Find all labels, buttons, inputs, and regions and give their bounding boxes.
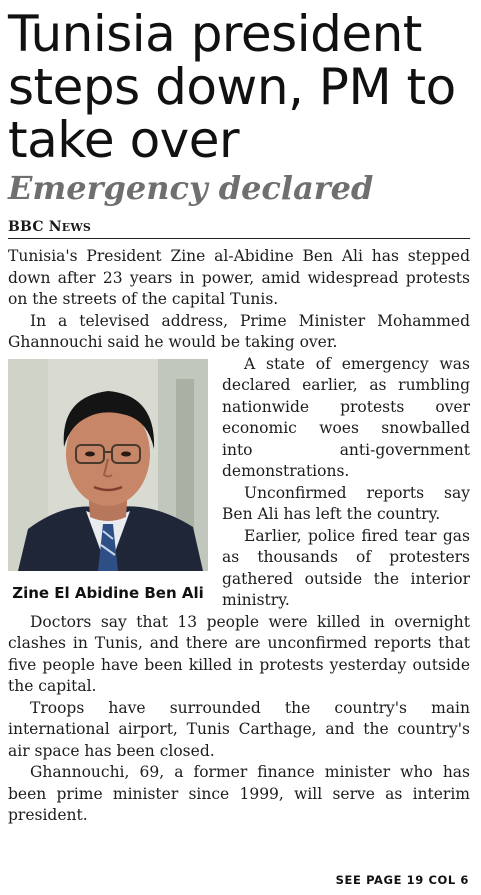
news-article — [8, 5, 470, 827]
portrait-illustration — [8, 359, 208, 571]
source-byline — [8, 219, 470, 239]
paragraph-5: Earlier, police fired tear gas as thousands of protesters gathered outside the interior ministry. — [222, 526, 470, 609]
portrait-photo — [8, 359, 208, 571]
continuation-reference: SEE PAGE 19 COL 6 — [335, 873, 469, 887]
paragraph-4: Unconfirmed reports say Ben Ali has left the country. — [222, 483, 470, 523]
subheadline: Emergency declared — [8, 169, 374, 207]
source-byline-main: BBC N — [8, 219, 62, 235]
headline: Tunisia president steps down, PM to take over — [8, 5, 456, 169]
paragraph-8: Ghannouchi, 69, a former finance minister who has been prime minister since 1999, will serve as interim president. — [8, 763, 470, 824]
paragraph-3: A state of emergency was declared earlier, as rumbling nationwide protests over economic woes snowballed into anti-government demonstrations. — [222, 354, 470, 480]
source-byline-small: EWS — [61, 221, 92, 234]
photo-caption: Zine El Abidine Ben Ali — [12, 583, 204, 602]
paragraph-7: Troops have surrounded the country's main international airport, Tunis Carthage, and the country's air space has been closed. — [8, 698, 470, 760]
paragraph-1: Tunisia's President Zine al-Abidine Ben Ali has stepped down after 23 years in power, amid widespread protests on the streets of the capital Tunis. — [8, 247, 470, 308]
article-body — [8, 246, 470, 827]
photo-figure — [8, 359, 208, 605]
paragraph-6: Doctors say that 13 people were killed in overnight clashes in Tunis, and there are unconfirmed reports that five people have been killed in protests yesterday outside the capital. — [8, 612, 470, 695]
paragraph-2: In a televised address, Prime Minister Mohammed Ghannouchi said he would be taking over. — [8, 311, 470, 351]
